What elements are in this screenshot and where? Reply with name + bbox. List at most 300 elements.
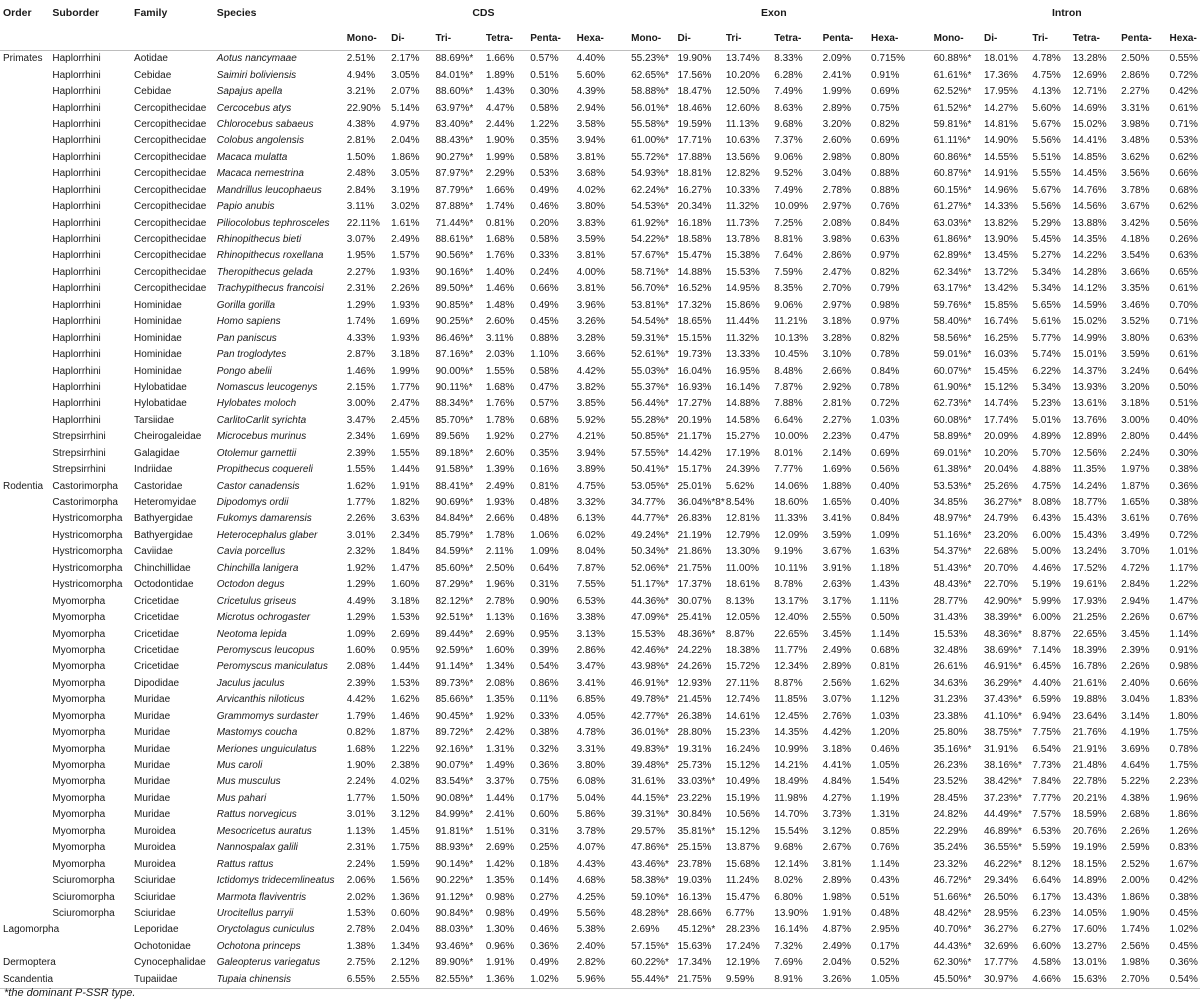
table-row	[0, 939, 1200, 955]
value-cell: 2.55%	[388, 972, 432, 989]
value-cell: 35.16%*	[933, 743, 972, 755]
value-cell: 32.48%	[933, 644, 968, 656]
value-cell: 10.11%	[774, 562, 808, 574]
value-cell: 18.77%	[1072, 497, 1107, 509]
value-cell: 17.77%	[984, 957, 1018, 969]
value-cell: 1.69%	[391, 431, 420, 443]
table-row	[0, 330, 1200, 346]
value-cell: 0.30%	[1169, 447, 1198, 459]
species-cell: Piliocolobus tephrosceles	[216, 217, 330, 229]
value-cell: 3.98%	[1121, 118, 1150, 130]
spacer-cell	[917, 51, 931, 68]
value-cell: 10.99%	[774, 743, 809, 755]
suborder-cell: Myomorpha	[52, 743, 106, 755]
value-cell: 50.34%*	[631, 546, 669, 558]
value-cell: 7.64%	[774, 250, 803, 262]
species-cell: Mus pahari	[216, 792, 267, 804]
value-cell: 16.14%	[725, 381, 760, 393]
value-cell: 0.31%	[530, 579, 559, 591]
species-cell: Otolemur garnettii	[216, 447, 297, 459]
value-cell: 15.27%	[725, 431, 760, 443]
spacer-cell	[620, 413, 628, 429]
value-cell: 35.24%	[933, 842, 968, 854]
value-cell: 1.14%	[871, 628, 900, 640]
value-cell: 2.04%	[822, 957, 852, 969]
family-cell: Tarsiidae	[134, 414, 175, 426]
value-cell: 25.73%	[677, 760, 712, 772]
suborder-cell	[49, 922, 131, 938]
family-cell: Muroidea	[134, 825, 176, 837]
spacer-cell	[917, 429, 931, 445]
value-cell: 55.28%*	[631, 414, 669, 426]
spacer-cell	[620, 199, 628, 215]
value-cell: 2.49%	[822, 644, 852, 656]
value-cell: 9.59%	[723, 972, 771, 989]
value-cell: 15.47%	[677, 250, 712, 262]
value-cell: 5.60%	[1032, 102, 1061, 114]
value-cell: 18.58%	[677, 234, 712, 246]
suborder-cell: Myomorpha	[52, 809, 106, 821]
value-cell: 3.59%	[1121, 349, 1150, 361]
value-cell: 0.61%	[1169, 102, 1198, 114]
species-cell: Cercocebus atys	[216, 102, 292, 114]
suborder-cell: Haplorrhini	[52, 381, 101, 393]
value-cell: 2.78%	[485, 595, 515, 607]
value-cell: 1.82%	[391, 497, 420, 509]
value-cell: 3.63%	[391, 513, 420, 525]
value-cell: 1.74%	[485, 201, 515, 213]
spacer-cell	[620, 774, 628, 790]
value-cell: 0.54%	[1167, 972, 1200, 989]
order-cell	[0, 495, 49, 511]
value-cell: 2.26%	[1121, 661, 1150, 673]
species-cell: Mus musculus	[216, 776, 281, 788]
value-cell: 21.45%	[677, 694, 712, 706]
order-cell: Scandentia	[0, 972, 49, 989]
spacer-cell	[620, 363, 628, 379]
value-cell: 0.31%	[530, 825, 559, 837]
value-cell: 16.78%	[1072, 661, 1107, 673]
spacer-cell	[917, 166, 931, 182]
value-cell: 38.39%*	[984, 612, 1022, 624]
value-cell: 0.11%	[530, 694, 558, 706]
value-cell: 20.70%	[984, 562, 1018, 574]
value-cell: 15.53%	[725, 266, 760, 278]
value-cell: 2.08%	[485, 677, 515, 689]
value-cell: 1.22%	[1169, 579, 1198, 591]
table-row	[0, 758, 1200, 774]
value-cell: 0.97%	[871, 316, 900, 328]
value-cell: 7.25%	[774, 217, 803, 229]
value-cell: 1.61%	[391, 217, 420, 229]
value-cell: 4.97%	[391, 118, 420, 130]
table-row	[0, 873, 1200, 889]
value-cell: 17.60%	[1072, 924, 1107, 936]
value-cell: 0.98%	[871, 299, 900, 311]
value-cell: 12.89%	[1072, 431, 1107, 443]
value-cell: 3.52%	[1121, 316, 1150, 328]
value-cell: 1.44%	[391, 661, 420, 673]
spacer-cell	[917, 791, 931, 807]
value-cell: 24.82%	[933, 809, 968, 821]
value-cell: 0.57%	[530, 53, 559, 65]
value-cell: 63.97%*	[435, 102, 474, 114]
value-cell: 2.08%	[346, 661, 376, 673]
value-cell: 10.20%	[984, 447, 1018, 459]
value-cell: 14.05%	[1072, 907, 1107, 919]
spacer-cell	[620, 248, 628, 264]
value-cell: 28.66%	[677, 907, 712, 919]
value-cell: 0.66%	[1169, 677, 1198, 689]
family-cell: Muridae	[134, 743, 171, 755]
value-cell: 88.43%*	[435, 135, 474, 147]
spacer-cell	[917, 100, 931, 116]
value-cell: 3.96%	[576, 299, 605, 311]
value-cell: 0.30%	[530, 86, 559, 98]
value-cell: 19.03%	[677, 875, 712, 887]
table-row	[0, 643, 1200, 659]
value-cell: 15.01%	[1072, 349, 1107, 361]
order-cell	[0, 774, 49, 790]
value-cell: 5.51%	[1032, 151, 1061, 163]
order-cell	[0, 906, 49, 922]
value-cell: 2.04%	[391, 924, 420, 936]
value-cell: 2.97%	[822, 201, 852, 213]
sub-penta-intron: Penta-	[1118, 26, 1166, 51]
suborder-cell: Hystricomorpha	[52, 562, 123, 574]
value-cell: 18.61%	[725, 579, 760, 591]
value-cell: 0.39%	[530, 644, 559, 656]
spacer-cell	[620, 610, 628, 626]
value-cell: 0.75%	[871, 102, 900, 114]
suborder-cell: Myomorpha	[52, 858, 106, 870]
value-cell: 0.50%	[1169, 381, 1198, 393]
suborder-cell: Haplorrhini	[52, 266, 101, 278]
value-cell: 5.04%	[576, 792, 605, 804]
value-cell: 1.48%	[485, 299, 515, 311]
suborder-cell: Haplorrhini	[52, 86, 101, 98]
suborder-cell: Haplorrhini	[52, 283, 101, 295]
species-cell: Meriones unguiculatus	[216, 743, 317, 755]
value-cell: 2.67%	[822, 842, 852, 854]
species-cell: Nannospalax galili	[216, 842, 298, 854]
suborder-cell	[49, 955, 131, 971]
suborder-cell: Hystricomorpha	[52, 529, 123, 541]
value-cell: 1.40%	[485, 266, 515, 278]
spacer-cell	[620, 298, 628, 314]
value-cell: 87.79%*	[435, 184, 474, 196]
order-cell	[0, 330, 49, 346]
value-cell: 15.15%	[677, 332, 712, 344]
value-cell: 1.31%	[871, 809, 900, 821]
value-cell: 88.34%*	[435, 398, 474, 410]
value-cell: 2.27%	[822, 414, 852, 426]
value-cell: 90.07%*	[435, 760, 474, 772]
value-cell: 0.81%	[871, 661, 900, 673]
spacer-cell	[620, 906, 628, 922]
value-cell: 15.19%	[725, 792, 760, 804]
sub-di-cds: Di-	[388, 26, 432, 51]
suborder-cell: Haplorrhini	[52, 184, 101, 196]
value-cell: 0.61%	[1169, 349, 1198, 361]
value-cell: 0.49%	[530, 907, 559, 919]
species-cell: Octodon degus	[216, 579, 285, 591]
sub-tri-intron: Tri-	[1029, 26, 1069, 51]
value-cell: 1.03%	[871, 710, 900, 722]
value-cell: 37.43%*	[984, 694, 1022, 706]
value-cell: 59.81%*	[933, 118, 972, 130]
suborder-cell: Myomorpha	[52, 842, 106, 854]
value-cell: 18.47%	[677, 86, 712, 98]
value-cell: 13.01%	[1072, 957, 1107, 969]
value-cell: 12.82%	[725, 168, 760, 180]
value-cell: 2.29%	[485, 168, 515, 180]
value-cell: 16.74%	[984, 316, 1018, 328]
value-cell: 3.00%	[1121, 414, 1150, 426]
value-cell: 1.86%	[1121, 891, 1150, 903]
value-cell: 1.35%	[485, 694, 515, 706]
value-cell: 14.33%	[984, 201, 1018, 213]
spacer-cell	[917, 495, 931, 511]
value-cell: 11.21%	[774, 316, 808, 328]
value-cell: 4.89%	[1032, 431, 1061, 443]
value-cell: 1.74%	[1121, 924, 1150, 936]
suborder-cell: Myomorpha	[52, 776, 106, 788]
value-cell: 2.63%	[822, 579, 852, 591]
sub-di-exon: Di-	[674, 26, 722, 51]
value-cell: 1.29%	[346, 579, 376, 591]
value-cell: 0.81%	[485, 217, 515, 229]
value-cell: 14.85%	[1072, 151, 1107, 163]
value-cell: 2.12%	[391, 957, 420, 969]
spacer-cell	[917, 643, 931, 659]
value-cell: 0.68%	[530, 414, 559, 426]
value-cell: 3.49%	[1121, 529, 1150, 541]
value-cell: 3.89%	[576, 464, 605, 476]
spacer-cell	[917, 840, 931, 856]
order-cell	[0, 791, 49, 807]
value-cell: 12.34%	[774, 661, 809, 673]
value-cell: 0.45%	[1169, 907, 1198, 919]
value-cell: 8.33%	[774, 53, 803, 65]
value-cell: 3.21%	[346, 86, 376, 98]
value-cell: 13.45%	[984, 250, 1018, 262]
value-cell: 5.60%	[576, 69, 605, 81]
value-cell: 13.74%	[725, 53, 760, 65]
value-cell: 21.25%	[1072, 612, 1107, 624]
suborder-cell: Haplorrhini	[52, 168, 101, 180]
table-row	[0, 774, 1200, 790]
value-cell: 3.91%	[822, 562, 852, 574]
value-cell: 3.94%	[576, 135, 605, 147]
value-cell: 12.81%	[725, 513, 760, 525]
table-row	[0, 51, 1200, 68]
value-cell: 4.21%	[576, 431, 605, 443]
value-cell: 1.77%	[346, 792, 376, 804]
value-cell: 1.59%	[391, 858, 420, 870]
value-cell: 2.23%	[1169, 776, 1198, 788]
value-cell: 56.44%*	[631, 398, 669, 410]
value-cell: 0.70%	[1169, 299, 1198, 311]
value-cell: 39.48%*	[631, 760, 669, 772]
value-cell: 17.71%	[677, 135, 712, 147]
suborder-cell: Haplorrhini	[52, 414, 101, 426]
value-cell: 1.42%	[485, 858, 515, 870]
value-cell: 69.01%*	[933, 447, 972, 459]
spacer-cell	[917, 150, 931, 166]
value-cell: 8.54%	[725, 497, 755, 509]
value-cell: 5.77%	[1032, 332, 1061, 344]
value-cell: 6.53%	[576, 595, 605, 607]
suborder-cell: Myomorpha	[52, 595, 106, 607]
order-cell	[0, 889, 49, 905]
species-cell: Nomascus leucogenys	[216, 381, 318, 393]
spacer-cell	[620, 446, 628, 462]
value-cell: 6.94%	[1032, 710, 1061, 722]
value-cell: 3.78%	[1121, 184, 1150, 196]
value-cell: 1.86%	[1169, 809, 1198, 821]
species-cell: Theropithecus gelada	[216, 266, 313, 278]
sub-mono-exon: Mono-	[628, 26, 674, 51]
value-cell: 1.02%	[527, 972, 573, 989]
value-cell: 0.62%	[1169, 201, 1198, 213]
value-cell: 0.17%	[530, 792, 559, 804]
value-cell: 38.75%*	[984, 727, 1022, 739]
value-cell: 7.57%	[1032, 809, 1061, 821]
value-cell: 44.77%*	[631, 513, 669, 525]
value-cell: 0.61%	[1169, 283, 1198, 295]
family-cell: Dipodidae	[134, 677, 180, 689]
value-cell: 4.02%	[576, 184, 605, 196]
value-cell: 3.80%	[1121, 332, 1150, 344]
value-cell: 10.00%	[774, 431, 809, 443]
value-cell: 0.76%	[1169, 513, 1198, 525]
value-cell: 11.33%	[774, 513, 808, 525]
value-cell: 1.49%	[485, 760, 515, 772]
value-cell: 1.55%	[485, 365, 515, 377]
family-cell: Muridae	[134, 809, 171, 821]
value-cell: 22.78%	[1072, 776, 1107, 788]
table-row	[0, 741, 1200, 757]
table-row	[0, 298, 1200, 314]
value-cell: 1.68%	[346, 743, 376, 755]
value-cell: 89.50%*	[435, 283, 474, 295]
species-cell: Grammomys surdaster	[216, 710, 319, 722]
table-row	[0, 889, 1200, 905]
value-cell: 0.46%	[530, 201, 559, 213]
species-cell: Ictidomys tridecemlineatus	[216, 875, 335, 887]
value-cell: 2.89%	[822, 661, 852, 673]
value-cell: 1.69%	[822, 464, 852, 476]
value-cell: 44.49%*	[984, 809, 1022, 821]
value-cell: 7.59%	[774, 266, 803, 278]
value-cell: 53.81%*	[631, 299, 669, 311]
value-cell: 31.43%	[933, 612, 968, 624]
value-cell: 0.69%	[871, 447, 900, 459]
value-cell: 3.81%	[576, 151, 605, 163]
value-cell: 55.58%*	[631, 118, 669, 130]
value-cell: 11.00%	[725, 562, 760, 574]
value-cell: 0.72%	[1169, 529, 1198, 541]
value-cell: 2.60%	[822, 135, 852, 147]
value-cell: 42.46%*	[631, 644, 669, 656]
value-cell: 1.35%	[485, 875, 515, 887]
value-cell: 8.78%	[774, 579, 803, 591]
value-cell: 7.87%	[774, 381, 803, 393]
value-cell: 2.39%	[346, 447, 376, 459]
suborder-cell: Myomorpha	[52, 727, 106, 739]
value-cell: 0.57%	[530, 398, 559, 410]
value-cell: 1.75%	[1169, 727, 1198, 739]
value-cell: 3.07%	[822, 694, 852, 706]
value-cell: 1.79%	[346, 710, 376, 722]
value-cell: 89.56%	[435, 431, 470, 443]
value-cell: 1.03%	[871, 414, 900, 426]
value-cell: 2.07%	[391, 86, 420, 98]
spacer-cell	[620, 544, 628, 560]
value-cell: 15.45%	[984, 365, 1018, 377]
value-cell: 19.61%	[1072, 579, 1107, 591]
value-cell: 3.07%	[346, 234, 376, 246]
value-cell: 3.41%	[822, 513, 852, 525]
value-cell: 10.49%	[725, 776, 760, 788]
family-cell: Octodontidae	[134, 579, 194, 591]
spacer-cell	[917, 215, 931, 231]
value-cell: 51.16%*	[933, 529, 972, 541]
order-cell	[0, 67, 49, 83]
value-cell: 3.73%	[822, 809, 852, 821]
value-cell: 0.79%	[871, 283, 900, 295]
value-cell: 54.53%*	[631, 201, 669, 213]
value-cell: 1.43%	[485, 86, 515, 98]
value-cell: 1.89%	[485, 69, 515, 81]
value-cell: 0.88%	[530, 332, 559, 344]
value-cell: 0.36%	[530, 940, 559, 952]
value-cell: 3.18%	[391, 349, 420, 361]
value-cell: 89.90%*	[435, 957, 474, 969]
order-cell	[0, 856, 49, 872]
family-cell: Leporidae	[134, 924, 179, 936]
value-cell: 1.55%	[391, 447, 420, 459]
spacer-cell	[620, 281, 628, 297]
value-cell: 4.75%	[1032, 69, 1061, 81]
value-cell: 0.97%	[871, 250, 900, 262]
family-cell: Muroidea	[134, 858, 176, 870]
value-cell: 2.24%	[346, 858, 376, 870]
value-cell: 6.28%	[774, 69, 803, 81]
value-cell: 5.67%	[1032, 184, 1061, 196]
value-cell: 2.50%	[485, 562, 515, 574]
order-cell	[0, 692, 49, 708]
value-cell: 0.48%	[530, 497, 559, 509]
value-cell: 14.89%	[1072, 875, 1107, 887]
spacer-cell	[620, 626, 628, 642]
value-cell: 1.87%	[1121, 480, 1150, 492]
value-cell: 0.66%	[530, 283, 559, 295]
value-cell: 12.71%	[1072, 86, 1107, 98]
value-cell: 1.99%	[822, 86, 852, 98]
header-exon: Exon	[760, 7, 787, 19]
value-cell: 14.76%	[1072, 184, 1107, 196]
value-cell: 2.47%	[822, 266, 852, 278]
value-cell: 0.76%	[871, 842, 900, 854]
suborder-cell: Myomorpha	[52, 694, 106, 706]
value-cell: 5.56%	[576, 907, 605, 919]
value-cell: 1.44%	[391, 464, 420, 476]
value-cell: 2.76%	[822, 710, 852, 722]
value-cell: 21.91%	[1072, 743, 1107, 755]
value-cell: 9.19%	[774, 546, 803, 558]
